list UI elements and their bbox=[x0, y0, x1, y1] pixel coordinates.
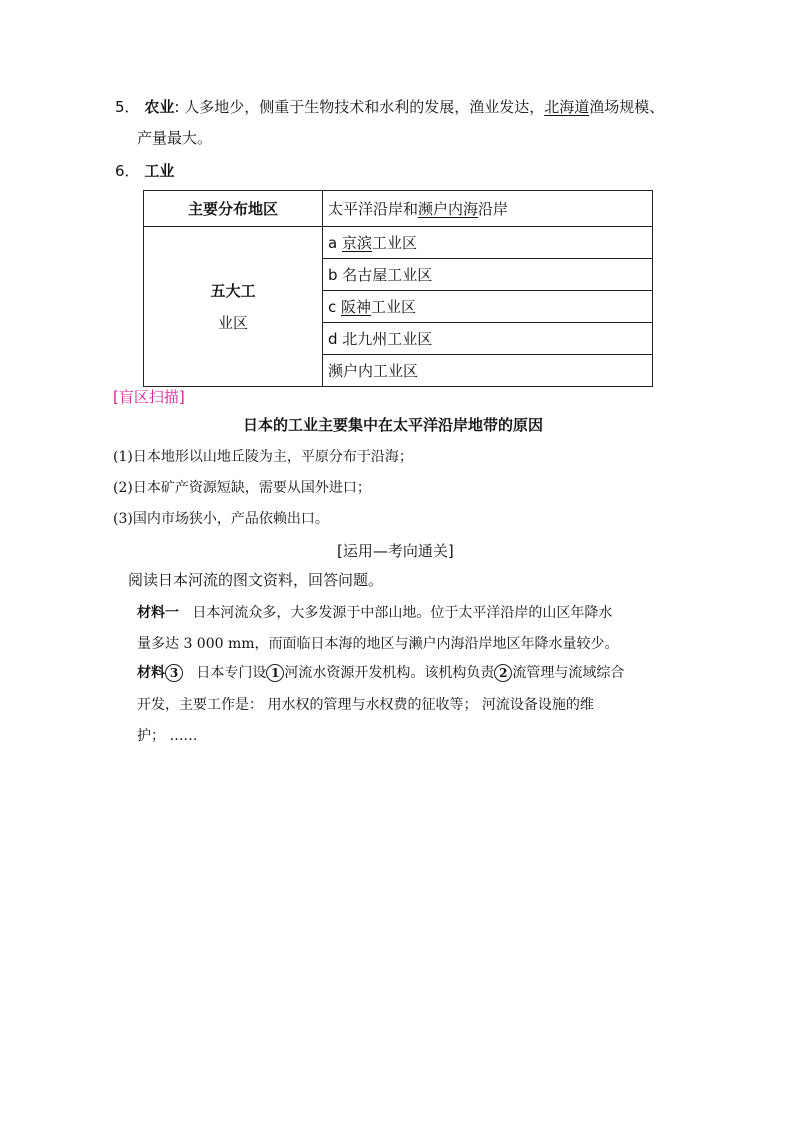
zone-row: a 京滨工业区 bbox=[323, 227, 653, 259]
industry-heading: 工业 bbox=[144, 162, 175, 180]
circled-number-icon: 2 bbox=[494, 664, 512, 682]
agri-text: 人多地少，侧重于生物技术和水利的发展，渔业发达， bbox=[184, 98, 545, 116]
zone-row: b 名古屋工业区 bbox=[323, 259, 653, 291]
zone-row: d 北九州工业区 bbox=[323, 323, 653, 355]
material-1-line-1: 材料一 日本河流众多，大多发源于中部山地。位于太平洋沿岸的山区年降水 bbox=[137, 605, 613, 621]
material-2-line-3: 护； …… bbox=[137, 728, 198, 744]
agri-text-cont: 渔场规模、 bbox=[589, 98, 665, 116]
material-1-label: 材料一 bbox=[137, 605, 179, 621]
five-zones-label-cell bbox=[144, 227, 323, 387]
distribution-value-cell: 太平洋沿岸和濒户内海沿岸 bbox=[323, 191, 653, 227]
agri-line-1 bbox=[115, 96, 664, 117]
agri-number: 5． bbox=[115, 98, 140, 116]
zone-row: c 阪神工业区 bbox=[323, 291, 653, 323]
apply-intro: 阅读日本河流的图文资料，回答问题。 bbox=[128, 571, 384, 589]
reason-item: (1)日本地形以山地丘陵为主，平原分布于沿海； bbox=[113, 449, 413, 465]
agri-separator: : bbox=[174, 98, 180, 116]
apply-tag: [运用—考向通关] bbox=[337, 542, 454, 560]
material-2-line-2: 开发，主要工作是： 用水权的管理与水权费的征收等； 河流设备设施的维 bbox=[137, 697, 594, 713]
material-2-line-1: 材料 3 日本专门设 1 河流水资源开发机构。该机构负责 2 流管理与流域综合 bbox=[137, 665, 625, 681]
circled-number-icon: 1 bbox=[266, 664, 284, 682]
industry-number: 6． bbox=[115, 162, 140, 180]
agri-heading: 农业 bbox=[144, 98, 175, 116]
material-1-line-2: 量多达 3 000 mm，而面临日本海的地区与濑户内海沿岸地区年降水量较少。 bbox=[137, 636, 619, 652]
industry-table bbox=[143, 190, 653, 387]
reason-item: (3)国内市场狭小，产品依赖出口。 bbox=[113, 511, 329, 527]
material-2-label: 材料 bbox=[137, 665, 165, 681]
blind-zone-title: 日本的工业主要集中在太平洋沿岸地带的原因 bbox=[243, 416, 544, 434]
blind-zone-tag: [盲区扫描] bbox=[113, 388, 185, 406]
five-zones-label-1: 五大工 bbox=[210, 281, 256, 300]
reason-item: (2)日本矿产资源短缺，需要从国外进口； bbox=[113, 480, 371, 496]
circled-number-icon: 3 bbox=[165, 664, 183, 682]
inland-sea-term: 濒户内海 bbox=[418, 200, 479, 218]
industry-heading-line bbox=[115, 160, 174, 181]
distribution-label-cell: 主要分布地区 bbox=[144, 191, 323, 227]
zone-row: 濒户内工业区 bbox=[323, 355, 653, 387]
hokkaido-term: 北海道 bbox=[544, 98, 590, 116]
five-zones-label-2: 业区 bbox=[217, 313, 248, 332]
agri-line-2: 产量最大。 bbox=[137, 129, 213, 147]
